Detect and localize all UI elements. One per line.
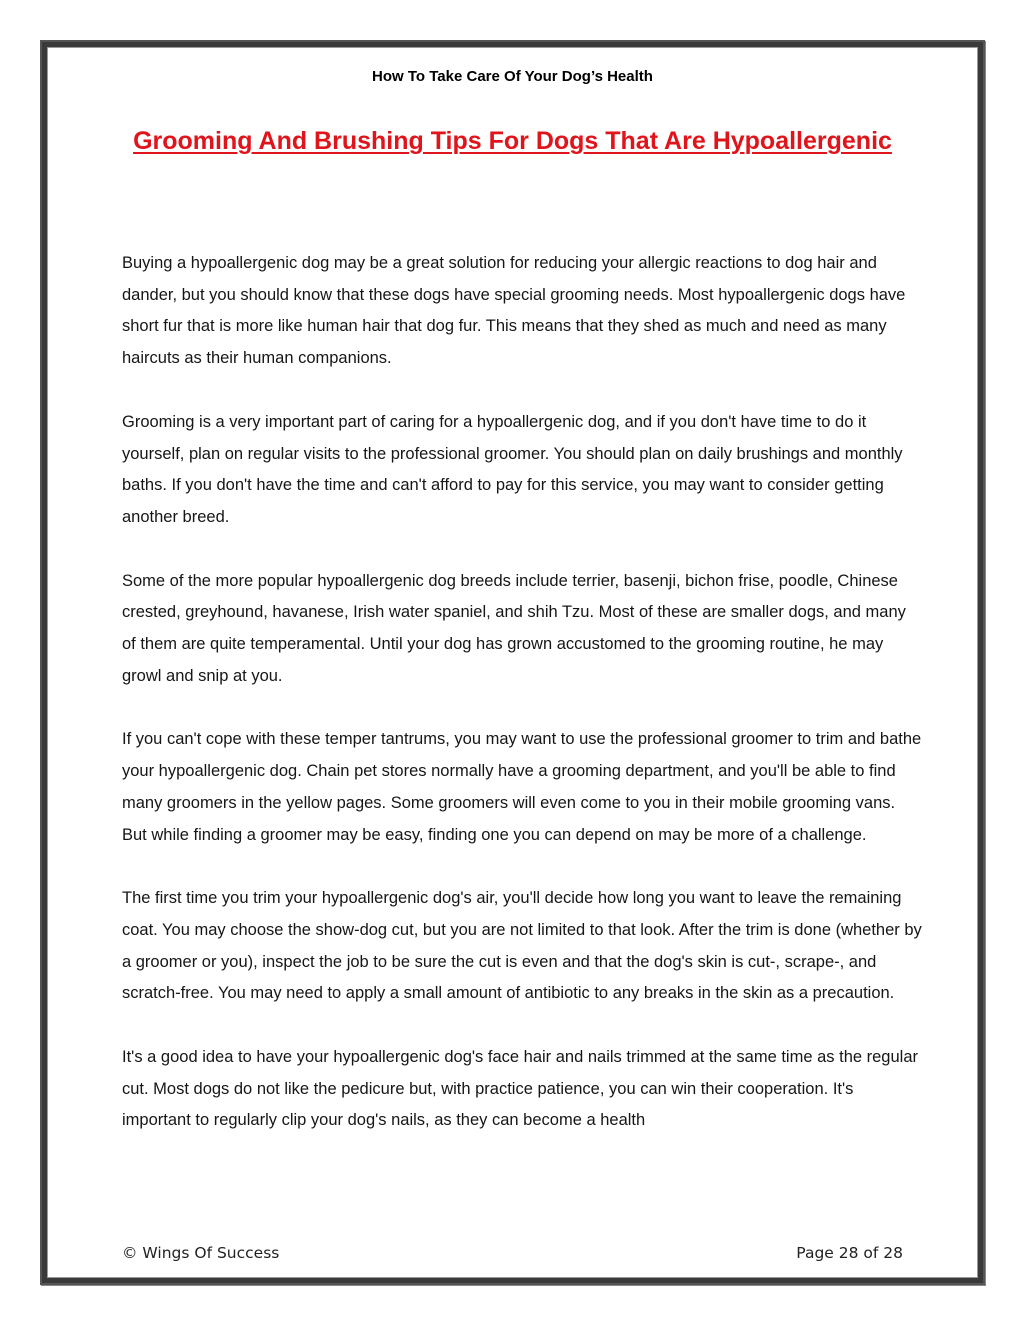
page-frame [40,40,985,1285]
paragraph: If you can't cope with these temper tantrums, you may want to use the professional groomer to trim and bathe your hypoallergenic dog. Chain pet stores normally have a grooming department, and you'll be able to find many groomers in the yellow pages. Some groomers will even come to you in their mobile grooming vans. But while finding a groomer may be easy, finding one you can depend on may be more of a challenge. [122,730,922,844]
paragraph: It's a good idea to have your hypoallergenic dog's face hair and nails trimmed at the same time as the regular cut. Most dogs do not like the pedicure but, with practice patience, you can win their cooperation. It's important to regularly clip your dog's nails, as they can become a health [122,1048,918,1130]
footer-page-number: Page 28 of 28 [796,1244,903,1262]
footer-copyright: © Wings Of Success [122,1244,280,1262]
paragraph: The first time you trim your hypoallergenic dog's air, you'll decide how long you want to leave the remaining coat. You may choose the show-dog cut, but you are not limited to that look. After the trim is done (whether by a groomer or you), inspect the job to be sure the cut is even and that the dog's skin is cut-, scrape-, and scratch-free. You may need to apply a small amount of antibiotic to any breaks in the skin as a precaution. [122,889,922,1003]
running-header: How To Take Care Of Your Dog’s Health [372,68,653,85]
paragraph: Some of the more popular hypoallergenic dog breeds include terrier, basenji, bichon frise, poodle, Chinese crested, greyhound, havanese, Irish water spaniel, and shih Tzu. Most of these are smaller dogs, and many of them are quite temperamental. Until your dog has grown accustomed to the grooming routine, he may growl and snip at you. [122,571,906,685]
page-sheet [47,47,978,1278]
article-title: Grooming And Brushing Tips For Dogs That Are Hypoallergenic [133,127,892,155]
article-body [122,248,922,1169]
paragraph: Grooming is a very important part of caring for a hypoallergenic dog, and if you don't have time to do it yourself, plan on regular visits to the professional groomer. You should plan on daily brushings and monthly baths. If you don't have the time and can't afford to pay for this service, you may want to consider getting another breed. [122,412,903,526]
paragraph: Buying a hypoallergenic dog may be a great solution for reducing your allergic reactions to dog hair and dander, but you should know that these dogs have special grooming needs. Most hypoallergenic dogs have short fur that is more like human hair that dog fur. This means that they shed as much and need as many haircuts as their human companions. [122,254,906,368]
